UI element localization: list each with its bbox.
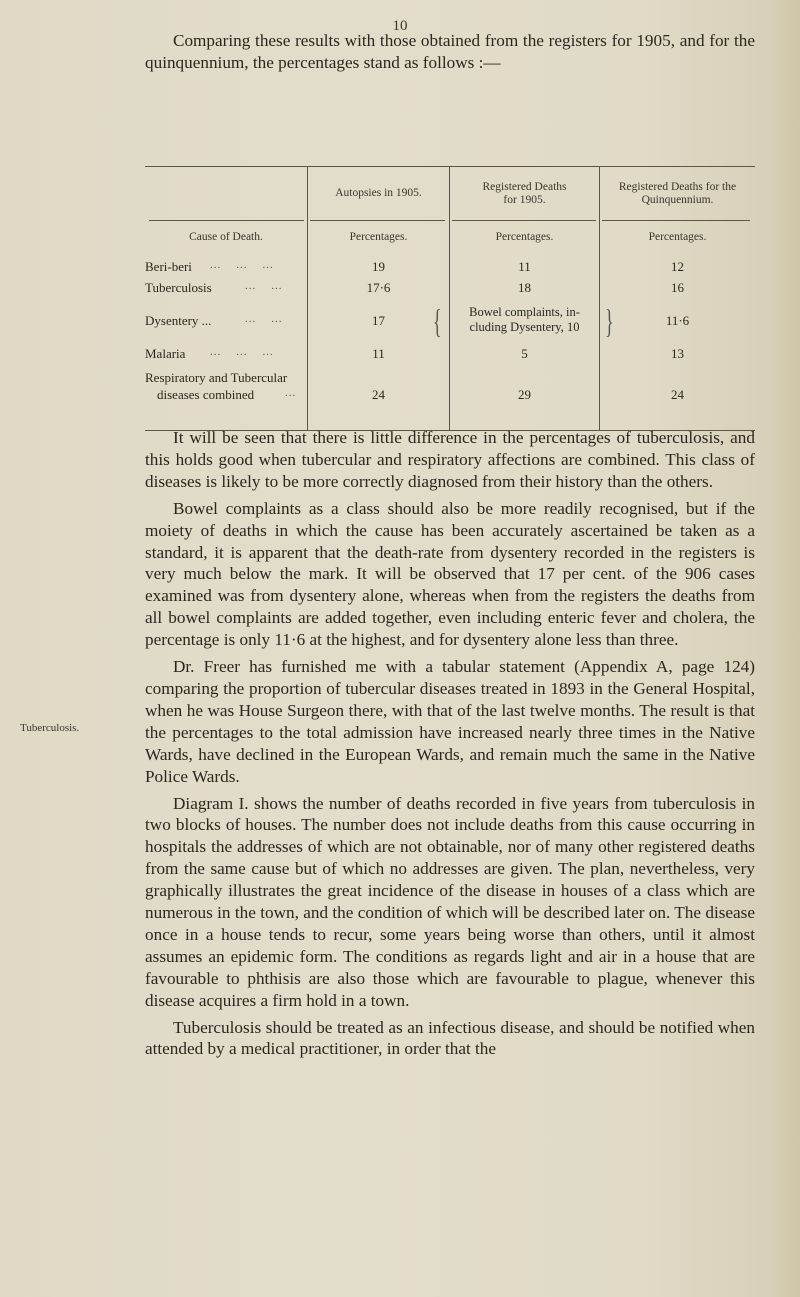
paragraph-tuberculosis-difference: It will be seen that there is little difference in the percentages of tuberculosis, and this holds good when tubercular and respiratory affections are combined. This class of diseases is likely to be more correctly diagnosed from their history than the others. [145, 428, 755, 491]
cause-label: Malaria [145, 346, 186, 361]
registered-1905-line2: cluding Dysentery, 10 [469, 320, 580, 334]
registered-1905-value: 11 [518, 259, 531, 274]
subheader-registered-1905: Percentages. [495, 231, 554, 243]
cause-label: Tuberculosis [145, 280, 212, 295]
left-brace: { [433, 302, 442, 340]
header-registered-1905 [450, 167, 599, 220]
body-text [145, 427, 755, 1065]
cause-label-line2: diseases combined [157, 387, 255, 402]
cause-label-line1: Respiratory and Tubercular [145, 370, 288, 385]
cause-label: Dysentery ... [145, 313, 212, 328]
quinquennium-value: 24 [671, 387, 684, 402]
header-quinquennium [600, 167, 755, 220]
registered-1905-value: 18 [518, 280, 531, 295]
autopsies-value: 19 [372, 259, 385, 274]
intro-text: Comparing these results with those obtained from the registers for 1905, and for the quinquennium, the percentages stand as follows :— [145, 31, 755, 72]
paragraph-bowel-complaints: Bowel complaints as a class should also be more readily recognised, but if the moiety of deaths in which the cause has been accurately ascertained be taken as a standard, it is apparent that the death-rate from dysentery recorded in the registers is very much below the mark. It will be observed that 17 per cent. of the 906 cases examined was from dysentery alone, whereas when from the registers the deaths from all bowel complaints are added together, even including enteric fever and cholera, the percentage is only 11·6 at the highest, and for dysentery alone less than three. [145, 498, 755, 650]
registered-1905-line1: Bowel complaints, in- [469, 305, 580, 319]
registered-1905-value: 5 [521, 346, 528, 361]
header-quinquennium-text: Registered Deaths for the Quinquennium. [618, 180, 737, 206]
subheader-cause: Cause of Death. [189, 231, 263, 243]
table-row [145, 259, 755, 279]
header-rule [602, 220, 750, 221]
table-row [145, 280, 755, 300]
quinquennium-value: 13 [671, 346, 684, 361]
intro-paragraph [145, 30, 755, 73]
quinquennium-value: 16 [671, 280, 684, 295]
paragraph-diagram: Diagram I. shows the number of deaths recorded in five years from tuberculosis in two blocks of houses. The number does not include deaths from this cause occurring in hospitals the addresses of which are not obtainable, nor of many other registered deaths from the same cause but of which no addresses are given. The plan, nevertheless, very graphically illustrates the great incidence of the disease in houses of a class which are numerous in the town, and the condition of which will be described later on. The disease once in a house tends to recur, some years being worse than others, until it almost assumes an epidemic form. The conditions as regards light and air in a house that are favourable to phthisis are also those which are favourable to plague, whenever this disease acquires a firm hold in a town. [145, 793, 755, 1010]
quinquennium-value: 12 [671, 259, 684, 274]
cause-label: Beri-beri [145, 259, 192, 274]
table-row [145, 370, 755, 410]
header-rule [452, 220, 596, 221]
leader-dots: ... ... ... [210, 259, 274, 271]
header-rule [149, 220, 304, 221]
autopsies-value: 17 [372, 313, 385, 328]
leader-dots: ... ... [245, 313, 283, 325]
table-row [145, 346, 755, 366]
autopsies-value: 24 [372, 387, 385, 402]
table-row [145, 302, 755, 340]
percentages-table [145, 166, 755, 431]
subheader-quinquennium: Percentages. [648, 231, 707, 243]
header-registered-1905-text: Registered Deaths for 1905. [482, 180, 567, 206]
quinquennium-value: 11·6 [665, 313, 690, 328]
autopsies-value: 17·6 [366, 280, 391, 295]
header-rule [310, 220, 445, 221]
subheader-autopsies: Percentages. [349, 231, 408, 243]
leader-dots: ... ... [245, 280, 283, 292]
autopsies-value: 11 [372, 346, 385, 361]
leader-dots: ... ... ... [210, 346, 274, 358]
paragraph-notification: Tuberculosis should be treated as an infectious disease, and should be notified when attended by a medical practitioner, in order that the [145, 1017, 755, 1059]
paragraph-dr-freer: Dr. Freer has furnished me with a tabular statement (Appendix A, page 124) comparing the proportion of tubercular diseases treated in 1893 in the General Hospital, when he was House Surgeon there, with that of the last twelve months. The result is that the percentages to the total admission have increased nearly three times in the Native Wards, have declined in the European Wards, and remain much the same in the Native Police Wards. [145, 657, 755, 786]
registered-1905-value: 29 [518, 387, 531, 402]
header-autopsies: Autopsies in 1905. [335, 187, 422, 199]
margin-note-tuberculosis: Tuberculosis. [20, 722, 80, 734]
right-brace: } [605, 302, 614, 340]
leader-dots: ... [285, 387, 297, 399]
registered-1905-value [450, 305, 599, 335]
page-number: 10 [392, 18, 408, 34]
